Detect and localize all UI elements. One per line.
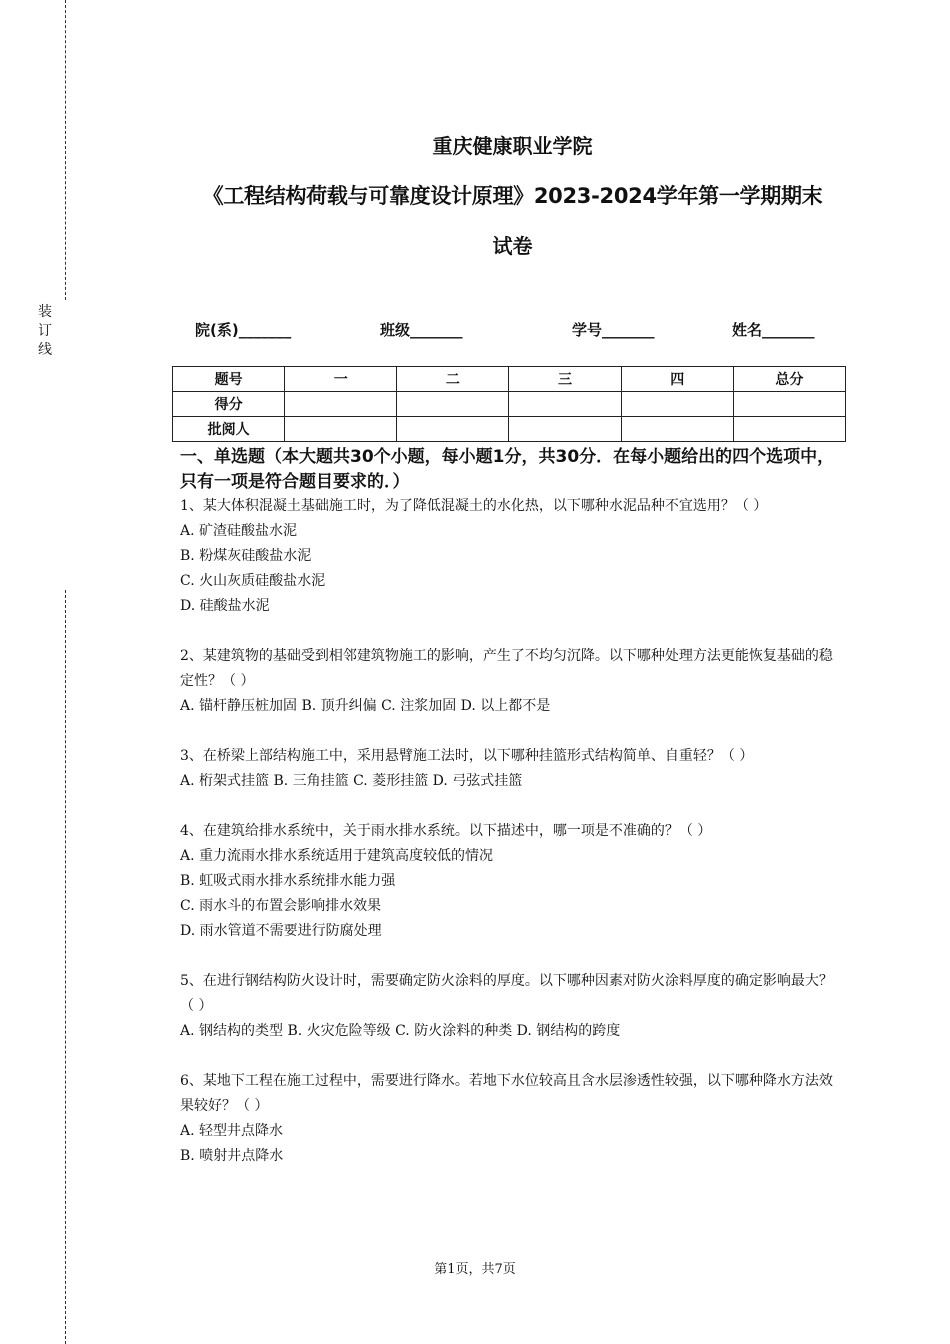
option-text: A. 锚杆静压桩加固 B. 顶升纠偏 C. 注浆加固 D. 以上都不是: [180, 698, 551, 714]
grader-cell[interactable]: [509, 417, 621, 442]
page-number: 第1页，共7页: [434, 1262, 516, 1277]
score-cell[interactable]: [509, 392, 621, 417]
row-label: 得分: [173, 392, 285, 417]
grader-cell[interactable]: [285, 417, 397, 442]
grader-cell[interactable]: [397, 417, 509, 442]
student-id-field[interactable]: 学号_______: [572, 321, 655, 339]
exam-title-line2: 试卷: [492, 234, 533, 258]
header-cell: 总分: [733, 367, 845, 392]
score-cell[interactable]: [621, 392, 733, 417]
option-text: D. 雨水管道不需要进行防腐处理: [180, 923, 382, 939]
option-text: A. 重力流雨水排水系统适用于建筑高度较低的情况: [180, 848, 494, 864]
section-heading: 一、单选题（本大题共30个小题，每小题1分，共30分．在每小题给出的四个选项中，只有一项是符合题目要求的．）: [180, 447, 835, 492]
grader-row: [173, 417, 846, 442]
department-field[interactable]: 院(系)_______: [195, 321, 292, 339]
header-cell: 四: [621, 367, 733, 392]
question-1: [180, 494, 840, 619]
grader-cell[interactable]: [733, 417, 845, 442]
option-text: A. 钢结构的类型 B. 火灾危险等级 C. 防火涂料的种类 D. 钢结构的跨度: [180, 1023, 621, 1039]
score-cell[interactable]: [733, 392, 845, 417]
binding-label: 装订线: [38, 304, 52, 358]
question-4: [180, 819, 840, 944]
class-field[interactable]: 班级_______: [380, 321, 463, 339]
header-cell: 题号: [173, 367, 285, 392]
score-table: [172, 366, 846, 442]
header-cell: 二: [397, 367, 509, 392]
option-text: A. 轻型井点降水: [180, 1123, 284, 1139]
score-row: [173, 392, 846, 417]
option-text: B. 粉煤灰硅酸盐水泥: [180, 548, 312, 564]
question-6: [180, 1069, 840, 1169]
option-text: C. 雨水斗的布置会影响排水效果: [180, 898, 382, 914]
question-text: 5、在进行钢结构防火设计时，需要确定防火涂料的厚度。以下哪种因素对防火涂料厚度的确定影响最大？（ ）: [180, 973, 833, 1014]
option-text: D. 硅酸盐水泥: [180, 598, 270, 614]
header-cell: 一: [285, 367, 397, 392]
option-text: B. 喷射井点降水: [180, 1148, 284, 1164]
exam-title-line1: 《工程结构荷载与可靠度设计原理》2023-2024学年第一学期期末: [202, 184, 823, 208]
option-text: A. 桁架式挂篮 B. 三角挂篮 C. 菱形挂篮 D. 弓弦式挂篮: [180, 773, 523, 789]
question-text: 4、在建筑给排水系统中，关于雨水排水系统。以下描述中，哪一项是不准确的？（ ）: [180, 823, 712, 839]
question-text: 1、某大体积混凝土基础施工时，为了降低混凝土的水化热，以下哪种水泥品种不宜选用？（ ）: [180, 498, 768, 514]
question-3: [180, 744, 840, 794]
score-table-header-row: [173, 367, 846, 392]
binding-line-top: [65, 0, 66, 300]
row-label: 批阅人: [173, 417, 285, 442]
question-text: 2、某建筑物的基础受到相邻建筑物施工的影响，产生了不均匀沉降。以下哪种处理方法更能恢复基础的稳定性？（ ）: [180, 648, 833, 689]
header-cell: 三: [509, 367, 621, 392]
question-2: [180, 644, 840, 719]
score-cell[interactable]: [397, 392, 509, 417]
name-field[interactable]: 姓名_______: [732, 321, 815, 339]
option-text: C. 火山灰质硅酸盐水泥: [180, 573, 326, 589]
question-text: 6、某地下工程在施工过程中，需要进行降水。若地下水位较高且含水层渗透性较强，以下哪种降水方法效果较好？（ ）: [180, 1073, 833, 1114]
school-title: 重庆健康职业学院: [432, 134, 593, 158]
grader-cell[interactable]: [621, 417, 733, 442]
option-text: A. 矿渣硅酸盐水泥: [180, 523, 298, 539]
option-text: B. 虹吸式雨水排水系统排水能力强: [180, 873, 396, 889]
score-cell[interactable]: [285, 392, 397, 417]
question-text: 3、在桥梁上部结构施工中，采用悬臂施工法时，以下哪种挂篮形式结构简单、自重轻？（ ）: [180, 748, 754, 764]
binding-line-bottom: [65, 590, 66, 1344]
question-5: [180, 969, 840, 1044]
question-list: [180, 494, 840, 1194]
